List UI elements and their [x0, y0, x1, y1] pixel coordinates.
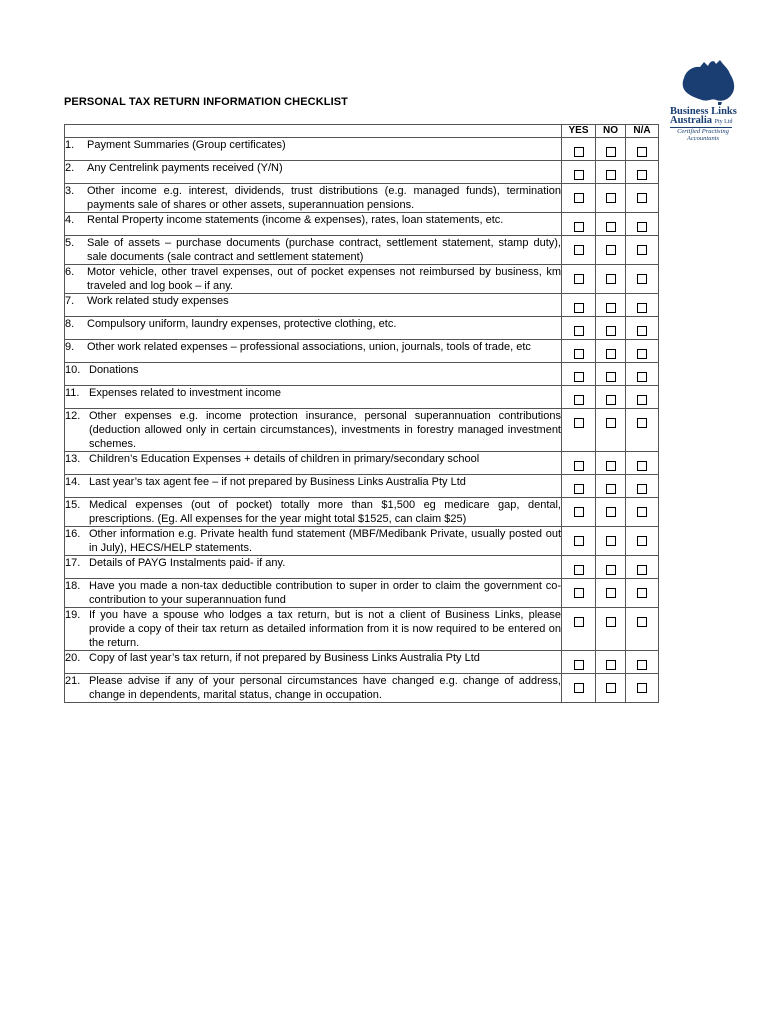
logo-tagline: Certified Practising Accountants — [677, 128, 729, 142]
item-text: Expenses related to investment income — [89, 387, 281, 399]
checkbox-yes[interactable] — [574, 222, 584, 232]
cell-na — [626, 184, 659, 213]
cell-na — [626, 138, 659, 161]
item-number: 1. — [65, 139, 75, 151]
checkbox-na[interactable] — [637, 395, 647, 405]
table-row — [65, 236, 659, 265]
item-description — [65, 498, 562, 527]
cell-yes — [562, 340, 596, 363]
cell-na — [626, 608, 659, 651]
item-number: 5. — [65, 237, 75, 249]
item-description — [65, 317, 562, 340]
item-number: 19. — [65, 609, 81, 621]
cell-no — [596, 498, 626, 527]
checkbox-yes[interactable] — [574, 461, 584, 471]
checkbox-na[interactable] — [637, 418, 647, 428]
cell-no — [596, 409, 626, 452]
column-no: NO — [596, 125, 626, 138]
item-text: Any Centrelink payments received (Y/N) — [87, 162, 283, 174]
item-text: Donations — [89, 364, 139, 376]
cell-yes — [562, 317, 596, 340]
item-description — [65, 386, 562, 409]
header-row — [65, 125, 659, 138]
checkbox-na[interactable] — [637, 660, 647, 670]
item-description — [65, 340, 562, 363]
cell-no — [596, 579, 626, 608]
checkbox-no[interactable] — [606, 617, 616, 627]
checkbox-no[interactable] — [606, 660, 616, 670]
checkbox-yes[interactable] — [574, 507, 584, 517]
cell-no — [596, 138, 626, 161]
checkbox-no[interactable] — [606, 222, 616, 232]
checkbox-na[interactable] — [637, 588, 647, 598]
table-row — [65, 498, 659, 527]
checkbox-yes[interactable] — [574, 588, 584, 598]
checkbox-yes[interactable] — [574, 147, 584, 157]
cell-yes — [562, 213, 596, 236]
cell-na — [626, 475, 659, 498]
checkbox-na[interactable] — [637, 507, 647, 517]
cell-na — [626, 236, 659, 265]
item-description — [65, 138, 562, 161]
item-description — [65, 556, 562, 579]
cell-na — [626, 409, 659, 452]
checkbox-na[interactable] — [637, 303, 647, 313]
cell-na — [626, 161, 659, 184]
cell-na — [626, 556, 659, 579]
item-number: 13. — [65, 453, 81, 465]
item-number: 18. — [65, 580, 81, 592]
item-number: 8. — [65, 318, 75, 330]
item-number: 17. — [65, 557, 81, 569]
cell-na — [626, 674, 659, 703]
item-text: Rental Property income statements (income & expenses), rates, loan statements, etc. — [87, 214, 504, 226]
checkbox-yes[interactable] — [574, 303, 584, 313]
cell-no — [596, 213, 626, 236]
cell-yes — [562, 386, 596, 409]
table-row — [65, 340, 659, 363]
cell-na — [626, 651, 659, 674]
checkbox-no[interactable] — [606, 565, 616, 575]
cell-yes — [562, 294, 596, 317]
checkbox-yes[interactable] — [574, 349, 584, 359]
cell-yes — [562, 579, 596, 608]
checkbox-no[interactable] — [606, 461, 616, 471]
checkbox-no[interactable] — [606, 418, 616, 428]
table-row — [65, 651, 659, 674]
cell-no — [596, 161, 626, 184]
item-number: 6. — [65, 266, 75, 278]
item-number: 11. — [65, 387, 80, 399]
item-text: Other expenses e.g. income protection insurance, personal superannuation contributions (deduction allowed only in certain circumstances), investments in forestry managed investment schemes. — [89, 410, 561, 450]
item-description — [65, 265, 562, 294]
item-text: Other income e.g. interest, dividends, trust distributions (e.g. managed funds), termination payments sale of shares or other assets, superannuation pensions. — [87, 185, 561, 211]
cell-no — [596, 294, 626, 317]
cell-yes — [562, 452, 596, 475]
company-logo — [668, 58, 748, 142]
australia-map-icon — [676, 58, 738, 106]
checkbox-yes[interactable] — [574, 660, 584, 670]
cell-yes — [562, 651, 596, 674]
checkbox-yes[interactable] — [574, 536, 584, 546]
cell-na — [626, 363, 659, 386]
table-row — [65, 579, 659, 608]
table-row — [65, 608, 659, 651]
item-number: 16. — [65, 528, 81, 540]
item-text: If you have a spouse who lodges a tax return, but is not a client of Business Links, please provide a copy of their tax return as detailed information from it is now required to be entered on the return. — [89, 609, 561, 649]
cell-na — [626, 317, 659, 340]
item-description — [65, 409, 562, 452]
cell-no — [596, 236, 626, 265]
item-description — [65, 213, 562, 236]
cell-no — [596, 608, 626, 651]
cell-yes — [562, 138, 596, 161]
item-text: Medical expenses (out of pocket) totally more than $1,500 eg medicare gap, dental, prescriptions. (Eg. All expenses for the year might total $1525, can claim $25) — [89, 499, 561, 525]
checkbox-na[interactable] — [637, 274, 647, 284]
table-row — [65, 294, 659, 317]
checkbox-na[interactable] — [637, 484, 647, 494]
item-description — [65, 184, 562, 213]
cell-no — [596, 265, 626, 294]
cell-yes — [562, 608, 596, 651]
item-number: 3. — [65, 185, 75, 197]
checkbox-na[interactable] — [637, 349, 647, 359]
checkbox-no[interactable] — [606, 274, 616, 284]
column-na: N/A — [626, 125, 659, 138]
checkbox-yes[interactable] — [574, 683, 584, 693]
table-row — [65, 317, 659, 340]
item-text: Other information e.g. Private health fund statement (MBF/Medibank Private, usually posted out in July), HECS/HELP statements. — [89, 528, 561, 554]
page-title: PERSONAL TAX RETURN INFORMATION CHECKLIST — [64, 96, 348, 108]
checkbox-na[interactable] — [637, 461, 647, 471]
checklist-table — [64, 124, 659, 703]
item-description — [65, 579, 562, 608]
item-number: 9. — [65, 341, 75, 353]
cell-na — [626, 527, 659, 556]
cell-yes — [562, 527, 596, 556]
table-row — [65, 138, 659, 161]
checkbox-yes[interactable] — [574, 193, 584, 203]
checkbox-yes[interactable] — [574, 170, 584, 180]
cell-no — [596, 386, 626, 409]
checkbox-no[interactable] — [606, 193, 616, 203]
checkbox-no[interactable] — [606, 147, 616, 157]
cell-na — [626, 265, 659, 294]
item-number: 15. — [65, 499, 81, 511]
cell-na — [626, 386, 659, 409]
item-text: Other work related expenses – professional associations, union, journals, tools of trade, etc — [87, 341, 531, 353]
item-description — [65, 452, 562, 475]
item-number: 10. — [65, 364, 81, 376]
cell-no — [596, 674, 626, 703]
table-row — [65, 386, 659, 409]
checkbox-no[interactable] — [606, 536, 616, 546]
table-row — [65, 184, 659, 213]
item-description — [65, 651, 562, 674]
checkbox-yes[interactable] — [574, 565, 584, 575]
cell-na — [626, 498, 659, 527]
table-row — [65, 475, 659, 498]
cell-yes — [562, 556, 596, 579]
item-text: Details of PAYG Instalments paid- if any. — [89, 557, 286, 569]
cell-yes — [562, 674, 596, 703]
table-row — [65, 265, 659, 294]
checkbox-yes[interactable] — [574, 326, 584, 336]
checkbox-na[interactable] — [637, 222, 647, 232]
table-row — [65, 527, 659, 556]
checkbox-no[interactable] — [606, 683, 616, 693]
item-number: 20. — [65, 652, 81, 664]
checkbox-no[interactable] — [606, 245, 616, 255]
table-row — [65, 161, 659, 184]
checkbox-na[interactable] — [637, 683, 647, 693]
checkbox-yes[interactable] — [574, 372, 584, 382]
checkbox-yes[interactable] — [574, 617, 584, 627]
checkbox-na[interactable] — [637, 617, 647, 627]
cell-no — [596, 363, 626, 386]
checkbox-yes[interactable] — [574, 395, 584, 405]
checkbox-no[interactable] — [606, 395, 616, 405]
item-text: Last year’s tax agent fee – if not prepared by Business Links Australia Pty Ltd — [89, 476, 466, 488]
checkbox-no[interactable] — [606, 170, 616, 180]
table-row — [65, 556, 659, 579]
table-row — [65, 674, 659, 703]
logo-line1: Business Links — [670, 106, 737, 117]
cell-yes — [562, 236, 596, 265]
item-number: 2. — [65, 162, 75, 174]
checkbox-yes[interactable] — [574, 484, 584, 494]
cell-no — [596, 651, 626, 674]
logo-line2: Australia Pty Ltd — [670, 115, 733, 126]
item-text: Payment Summaries (Group certificates) — [87, 139, 286, 151]
checkbox-na[interactable] — [637, 147, 647, 157]
checkbox-na[interactable] — [637, 170, 647, 180]
cell-na — [626, 213, 659, 236]
checkbox-yes[interactable] — [574, 418, 584, 428]
item-description — [65, 674, 562, 703]
checkbox-na[interactable] — [637, 245, 647, 255]
item-number: 14. — [65, 476, 81, 488]
cell-no — [596, 527, 626, 556]
table-row — [65, 213, 659, 236]
item-description — [65, 236, 562, 265]
checkbox-no[interactable] — [606, 372, 616, 382]
item-text: Children’s Education Expenses + details of children in primary/secondary school — [89, 453, 480, 465]
table-row — [65, 409, 659, 452]
cell-yes — [562, 498, 596, 527]
item-description — [65, 475, 562, 498]
checkbox-na[interactable] — [637, 536, 647, 546]
cell-na — [626, 579, 659, 608]
checkbox-yes[interactable] — [574, 274, 584, 284]
item-text: Sale of assets – purchase documents (purchase contract, settlement statement, stamp duty), sale documents (sale contract and settlement statement) — [87, 237, 561, 263]
cell-no — [596, 340, 626, 363]
item-description — [65, 294, 562, 317]
checkbox-no[interactable] — [606, 303, 616, 313]
checkbox-no[interactable] — [606, 484, 616, 494]
item-text: Work related study expenses — [87, 295, 229, 307]
cell-yes — [562, 265, 596, 294]
checkbox-na[interactable] — [637, 565, 647, 575]
cell-no — [596, 452, 626, 475]
cell-yes — [562, 184, 596, 213]
checkbox-na[interactable] — [637, 372, 647, 382]
checkbox-na[interactable] — [637, 193, 647, 203]
item-description — [65, 608, 562, 651]
item-description — [65, 363, 562, 386]
cell-na — [626, 294, 659, 317]
checkbox-yes[interactable] — [574, 245, 584, 255]
item-number: 21. — [65, 675, 81, 687]
cell-na — [626, 452, 659, 475]
item-number: 7. — [65, 295, 75, 307]
item-text: Please advise if any of your personal circumstances have changed e.g. change of address, change in dependents, marital status, change in occupation. — [89, 675, 561, 701]
cell-no — [596, 317, 626, 340]
item-number: 12. — [65, 410, 81, 422]
checkbox-no[interactable] — [606, 507, 616, 517]
header-blank — [65, 125, 562, 138]
item-text: Motor vehicle, other travel expenses, out of pocket expenses not reimbursed by business, km traveled and log book – if any. — [87, 266, 561, 292]
item-number: 4. — [65, 214, 75, 226]
checkbox-na[interactable] — [637, 326, 647, 336]
item-description — [65, 161, 562, 184]
column-yes: YES — [562, 125, 596, 138]
item-text: Copy of last year’s tax return, if not prepared by Business Links Australia Pty Ltd — [89, 652, 480, 664]
item-description — [65, 527, 562, 556]
cell-no — [596, 475, 626, 498]
item-text: Have you made a non-tax deductible contribution to super in order to claim the government co-contribution to your superannuation fund — [89, 580, 561, 606]
checkbox-no[interactable] — [606, 349, 616, 359]
checkbox-no[interactable] — [606, 588, 616, 598]
table-row — [65, 363, 659, 386]
table-row — [65, 452, 659, 475]
cell-no — [596, 556, 626, 579]
cell-yes — [562, 363, 596, 386]
cell-yes — [562, 161, 596, 184]
cell-yes — [562, 409, 596, 452]
item-text: Compulsory uniform, laundry expenses, protective clothing, etc. — [87, 318, 397, 330]
cell-na — [626, 340, 659, 363]
checkbox-no[interactable] — [606, 326, 616, 336]
cell-yes — [562, 475, 596, 498]
cell-no — [596, 184, 626, 213]
